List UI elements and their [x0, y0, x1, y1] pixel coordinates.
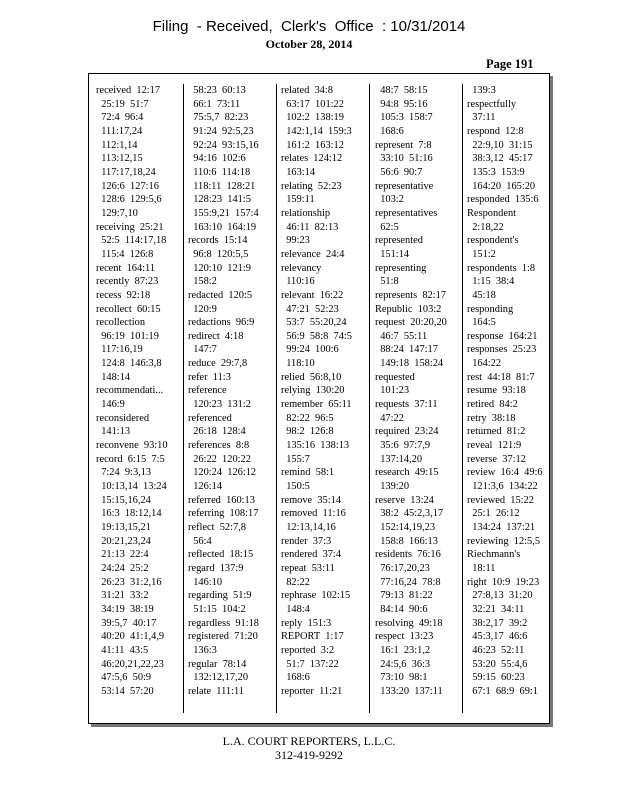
index-line: response 164:21 — [467, 330, 538, 342]
index-line: 103:2 — [375, 194, 404, 206]
index-line: 24:24 25:2 — [96, 562, 149, 574]
index-line: 96:19 101:19 — [96, 330, 159, 342]
index-line: 120:23 131:2 — [188, 399, 251, 411]
index-line: referred 160:13 — [188, 494, 255, 506]
index-line: 33:10 51:16 — [375, 153, 433, 165]
index-line: 115:4 126:8 — [96, 248, 154, 260]
index-line: Riechmann's — [467, 549, 521, 561]
index-column-1 — [96, 84, 186, 699]
index-line: recollect 60:15 — [96, 303, 161, 315]
index-word-box — [88, 73, 550, 724]
index-line: reflect 52:7,8 — [188, 522, 246, 533]
index-line: 84:14 90:6 — [375, 603, 428, 615]
index-line: returned 81:2 — [467, 426, 526, 438]
index-line: reported 3:2 — [281, 644, 335, 656]
index-line: 10:13,14 13:24 — [96, 481, 167, 493]
index-line: 146:10 — [188, 576, 223, 588]
index-column-2 — [188, 84, 278, 699]
index-line: 19:13,15,21 — [96, 522, 151, 533]
index-line: 98:2 126:8 — [281, 426, 334, 438]
index-line: represent 7:8 — [375, 139, 432, 151]
index-line: responded 135:6 — [467, 194, 539, 206]
index-line: 136:3 — [188, 644, 217, 656]
index-line: 47:5,6 50:9 — [96, 672, 152, 684]
index-line: 51:7 137:22 — [281, 658, 339, 670]
index-line: 164:20 165:20 — [467, 180, 536, 192]
index-line: 25:19 51:7 — [96, 98, 149, 110]
index-line: REPORT 1:17 — [281, 631, 344, 643]
index-line: 120:9 — [188, 303, 217, 315]
index-line: 56:9 58:8 74:5 — [281, 330, 353, 342]
index-line: 91:24 92:5,23 — [188, 125, 254, 137]
index-line: 163:10 164:19 — [188, 221, 257, 233]
index-line: 26:23 31:2,16 — [96, 576, 162, 588]
index-line: 34:19 38:19 — [96, 603, 154, 615]
index-line: 73:10 98:1 — [375, 672, 428, 684]
index-line: 62:5 — [375, 221, 399, 233]
index-line: 16:3 18:12,14 — [96, 508, 162, 520]
index-line: 72:4 96:4 — [96, 112, 144, 124]
index-line: reserve 13:24 — [375, 494, 434, 506]
index-line: 88:24 147:17 — [375, 344, 438, 356]
index-line: received 12:17 — [96, 85, 161, 96]
index-line: 45:18 — [467, 289, 496, 301]
index-line: 27:8,13 31:20 — [467, 590, 533, 602]
index-line: 135:3 153:9 — [467, 166, 525, 178]
page-number: Page 191 — [486, 57, 534, 71]
index-line: 12:13,14,16 — [281, 522, 336, 533]
index-line: 46:20,21,22,23 — [96, 658, 164, 670]
index-line: remove 35:14 — [281, 494, 342, 506]
index-line: recommendati... — [96, 385, 164, 397]
index-line: rephrase 102:15 — [281, 590, 351, 602]
index-line: record 6:15 7:5 — [96, 453, 165, 465]
index-line: render 37:3 — [281, 535, 332, 547]
index-line: 150:5 — [281, 481, 310, 493]
index-line: 142:1,14 159:3 — [281, 125, 352, 137]
index-line: 102:2 138:19 — [281, 112, 344, 124]
index-line: 120:24 126:12 — [188, 467, 257, 479]
index-line: remind 58:1 — [281, 467, 335, 479]
index-line: receiving 25:21 — [96, 221, 164, 233]
index-line: rendered 37:4 — [281, 549, 342, 561]
index-line: 135:16 138:13 — [281, 440, 350, 452]
index-line: registered 71:20 — [188, 631, 258, 643]
index-column-3 — [281, 84, 371, 699]
index-line: resolving 49:18 — [375, 617, 443, 629]
index-line: 26:22 120:22 — [188, 453, 251, 465]
index-line: 158:8 166:13 — [375, 535, 438, 547]
index-line: responses 25:23 — [467, 344, 537, 356]
index-line: 126:14 — [188, 481, 223, 493]
index-line: 112:1,14 — [96, 139, 138, 151]
index-line: referenced — [188, 412, 232, 424]
index-column-5 — [467, 84, 557, 699]
index-line: representing — [375, 262, 427, 274]
index-line: 155:7 — [281, 453, 310, 465]
index-line: redacted 120:5 — [188, 289, 253, 301]
index-line: 134:24 137:21 — [467, 522, 536, 533]
index-line: 117:16,19 — [96, 344, 143, 356]
index-line: 163:14 — [281, 166, 316, 178]
index-line: 133:20 137:11 — [375, 685, 443, 697]
index-line: relationship — [281, 207, 331, 219]
index-line: retry 38:18 — [467, 412, 516, 424]
index-line: 82:22 — [281, 576, 310, 588]
index-line: 117:17,18,24 — [96, 166, 156, 178]
index-line: relevance 24:4 — [281, 248, 345, 260]
index-line: residents 76:16 — [375, 549, 441, 561]
index-line: responding — [467, 303, 514, 315]
index-line: review 16:4 49:6 — [467, 467, 543, 479]
index-line: reviewed 15:22 — [467, 494, 534, 506]
index-line: repeat 53:11 — [281, 562, 335, 574]
index-line: 110:16 — [281, 276, 315, 288]
index-line: 38:3,12 45:17 — [467, 153, 533, 165]
index-line: 24:5,6 36:3 — [375, 658, 431, 670]
index-line: relied 56:8,10 — [281, 371, 342, 383]
index-line: 151:2 — [467, 248, 496, 260]
index-line: Respondent — [467, 207, 517, 219]
index-line: 152:14,19,23 — [375, 522, 436, 533]
index-line: 147:7 — [188, 344, 217, 356]
index-line: 20:21,23,24 — [96, 535, 151, 547]
index-line: 111:17,24 — [96, 125, 143, 137]
index-line: refer 11:3 — [188, 371, 231, 383]
index-line: 45:3,17 46:6 — [467, 631, 528, 643]
index-line: reply 151:3 — [281, 617, 332, 629]
index-column-4 — [375, 84, 465, 699]
index-line: 129:7,10 — [96, 207, 138, 219]
index-line: 161:2 163:12 — [281, 139, 344, 151]
index-line: 148:4 — [281, 603, 310, 615]
index-line: 120:10 121:9 — [188, 262, 251, 274]
index-line: referring 108:17 — [188, 508, 259, 520]
index-line: regard 137:9 — [188, 562, 244, 574]
index-line: 99:23 — [281, 235, 310, 247]
index-line: 53:7 55:20,24 — [281, 317, 347, 329]
index-line: 132:12,17,20 — [188, 672, 249, 684]
index-line: reveal 121:9 — [467, 440, 522, 452]
index-line: reduce 29:7,8 — [188, 358, 248, 370]
index-line: 126:6 127:16 — [96, 180, 159, 192]
index-line: 37:11 — [467, 112, 496, 124]
index-line: 139:3 — [467, 85, 496, 96]
index-line: reflected 18:15 — [188, 549, 254, 561]
index-line: reconsidered — [96, 412, 150, 424]
index-line: 46:23 52:11 — [467, 644, 525, 656]
index-line: 26:18 128:4 — [188, 426, 246, 438]
index-line: 38:2 45:2,3,17 — [375, 508, 444, 520]
index-line: reporter 11:21 — [281, 685, 343, 697]
index-line: 46:11 82:13 — [281, 221, 339, 233]
index-line: 94:16 102:6 — [188, 153, 246, 165]
index-line: research 49:15 — [375, 467, 439, 479]
index-line: 63:17 101:22 — [281, 98, 344, 110]
index-line: 41:11 43:5 — [96, 644, 149, 656]
index-line: requested — [375, 371, 415, 383]
index-line: 47:21 52:23 — [281, 303, 339, 315]
index-line: recently 87:23 — [96, 276, 159, 288]
index-line: 35:6 97:7,9 — [375, 440, 431, 452]
index-line: recent 164:11 — [96, 262, 156, 274]
index-line: redirect 4:18 — [188, 330, 244, 342]
index-line: 47:22 — [375, 412, 404, 424]
index-line: 76:17,20,23 — [375, 562, 430, 574]
index-line: relevancy — [281, 262, 322, 274]
index-line: retired 84:2 — [467, 399, 518, 411]
index-line: representatives — [375, 207, 438, 219]
index-line: relating 52:23 — [281, 180, 342, 192]
index-line: regarding 51:9 — [188, 590, 252, 602]
index-line: 105:3 158:7 — [375, 112, 433, 124]
index-line: 113:12,15 — [96, 153, 143, 165]
index-line: 168:6 — [281, 672, 310, 684]
index-line: requests 37:11 — [375, 399, 438, 411]
index-line: 92:24 93:15,16 — [188, 139, 259, 151]
index-line: respondent's — [467, 235, 519, 247]
index-line: 31:21 33:2 — [96, 590, 149, 602]
index-line: rest 44:18 81:7 — [467, 371, 535, 383]
index-line: 75:5,7 82:23 — [188, 112, 249, 124]
index-line: 164:5 — [467, 317, 496, 329]
index-line: required 23:24 — [375, 426, 439, 438]
index-line: 22:9,10 31:15 — [467, 139, 533, 151]
index-line: 2:18,22 — [467, 221, 504, 233]
index-line: recollection — [96, 317, 146, 329]
index-line: 38:2,17 39:2 — [467, 617, 528, 629]
index-line: 56:4 — [188, 535, 212, 547]
index-line: 151:14 — [375, 248, 410, 260]
index-line: 7:24 9:3,13 — [96, 467, 152, 479]
index-line: 94:8 95:16 — [375, 98, 428, 110]
index-line: 159:11 — [281, 194, 315, 206]
index-line: redactions 96:9 — [188, 317, 255, 329]
footer-phone: 312-419-9292 — [275, 748, 343, 762]
index-line: 164:22 — [467, 358, 502, 370]
index-line: 32:21 34:11 — [467, 603, 525, 615]
index-line: 58:23 60:13 — [188, 85, 246, 96]
index-line: removed 11:16 — [281, 508, 346, 520]
index-line: 40:20 41:1,4,9 — [96, 631, 165, 643]
index-line: 146:9 — [96, 399, 125, 411]
document-date: October 28, 2014 — [265, 37, 353, 51]
index-line: references 8:8 — [188, 440, 250, 452]
index-line: 39:5,7 40:17 — [96, 617, 157, 629]
index-line: regular 78:14 — [188, 658, 247, 670]
index-line: 59:15 60:23 — [467, 672, 525, 684]
index-line: request 20:20,20 — [375, 317, 447, 329]
index-line: 51:15 104:2 — [188, 603, 246, 615]
index-line: 53:14 57:20 — [96, 685, 154, 697]
index-line: relate 111:11 — [188, 685, 244, 697]
index-line: 1:15 38:4 — [467, 276, 515, 288]
index-line: 155:9,21 157:4 — [188, 207, 259, 219]
index-line: remember 65:11 — [281, 399, 352, 411]
index-line: 18:11 — [467, 562, 496, 574]
index-line: 118:10 — [281, 358, 315, 370]
index-line: 99:24 100:6 — [281, 344, 339, 356]
index-line: 158:2 — [188, 276, 217, 288]
index-line: respondents 1:8 — [467, 262, 536, 274]
index-line: 77:16,24 78:8 — [375, 576, 441, 588]
index-line: reference — [188, 385, 227, 397]
index-line: 16:1 23:1,2 — [375, 644, 431, 656]
filing-stamp: Filing - Received, Clerk's Office : 10/31/2014 — [152, 18, 466, 35]
index-line: reconvene 93:10 — [96, 440, 168, 452]
index-line: records 15:14 — [188, 235, 248, 247]
index-line: 128:6 129:5,6 — [96, 194, 162, 206]
index-line: 128:23 141:5 — [188, 194, 251, 206]
index-line: 82:22 96:5 — [281, 412, 334, 424]
index-line: represented — [375, 235, 423, 247]
index-line: reviewing 12:5,5 — [467, 535, 541, 547]
index-line: relates 124:12 — [281, 153, 343, 165]
index-line: 21:13 22:4 — [96, 549, 149, 561]
index-line: 46:7 55:11 — [375, 330, 428, 342]
index-line: 51:8 — [375, 276, 399, 288]
index-line: 137:14,20 — [375, 453, 423, 465]
index-line: 101:23 — [375, 385, 410, 397]
index-line: 110:6 114:18 — [188, 166, 251, 178]
index-line: 15:15,16,24 — [96, 494, 151, 506]
index-line: respectfully — [467, 98, 517, 110]
index-line: resume 93:18 — [467, 385, 526, 397]
index-line: 25:1 26:12 — [467, 508, 520, 520]
index-line: regardless 91:18 — [188, 617, 259, 629]
index-line: 56:6 90:7 — [375, 166, 423, 178]
index-line: 96:8 120:5,5 — [188, 248, 249, 260]
footer-company: L.A. COURT REPORTERS, L.L.C. — [222, 734, 396, 748]
index-line: 48:7 58:15 — [375, 85, 428, 96]
index-line: 148:14 — [96, 371, 131, 383]
index-line: right 10:9 19:23 — [467, 576, 540, 588]
index-line: 67:1 68:9 69:1 — [467, 685, 539, 697]
index-line: 121:3,6 134:22 — [467, 481, 538, 493]
index-line: 79:13 81:22 — [375, 590, 433, 602]
index-line: recess 92:18 — [96, 289, 151, 301]
index-line: related 34:8 — [281, 85, 333, 96]
index-line: 118:11 128:21 — [188, 180, 256, 192]
index-line: 124:8 146:3,8 — [96, 358, 162, 370]
index-line: reverse 37:12 — [467, 453, 526, 465]
index-line: representative — [375, 180, 434, 192]
index-line: 66:1 73:11 — [188, 98, 241, 110]
index-line: 149:18 158:24 — [375, 358, 444, 370]
index-line: relevant 16:22 — [281, 289, 344, 301]
index-line: relying 130:20 — [281, 385, 345, 397]
index-line: 141:13 — [96, 426, 131, 438]
index-line: 53:20 55:4,6 — [467, 658, 528, 670]
index-line: Republic 103:2 — [375, 303, 442, 315]
index-line: respect 13:23 — [375, 631, 434, 643]
index-line: 139:20 — [375, 481, 410, 493]
index-line: 52:5 114:17,18 — [96, 235, 167, 247]
index-line: represents 82:17 — [375, 289, 446, 301]
index-line: respond 12:8 — [467, 125, 524, 137]
index-line: 168:6 — [375, 125, 404, 137]
